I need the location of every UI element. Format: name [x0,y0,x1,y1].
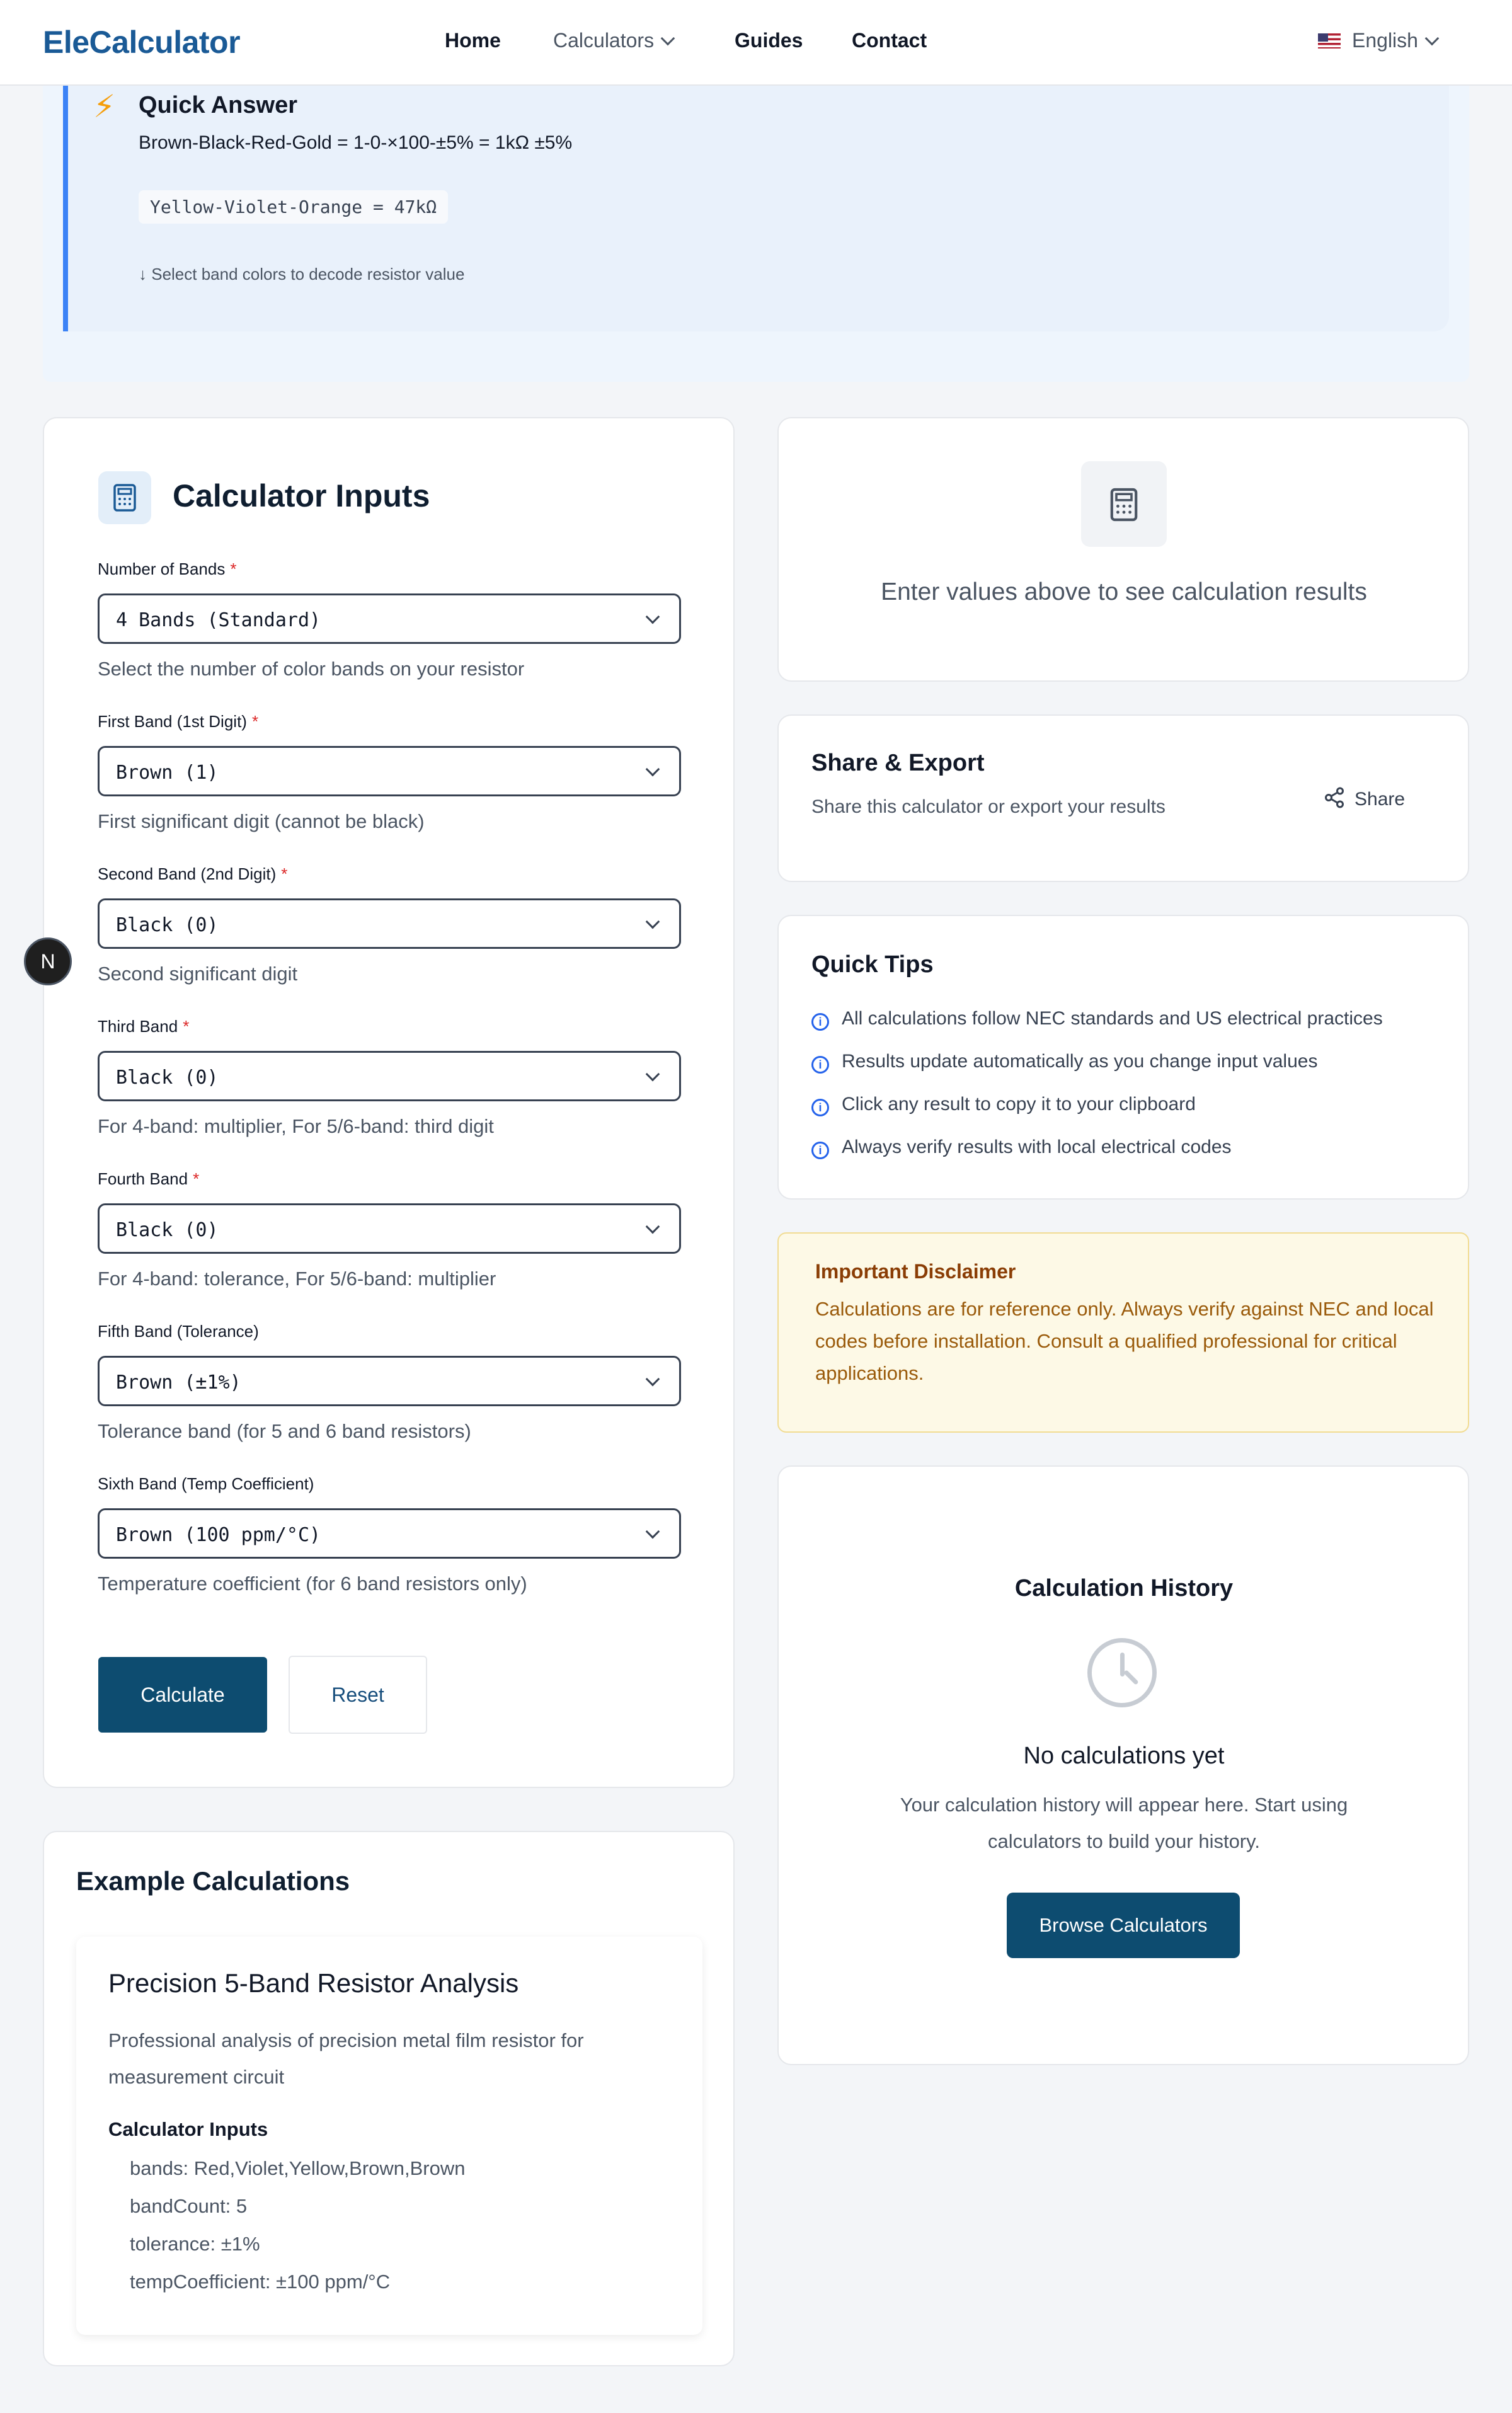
nav-guides[interactable]: Guides [735,29,803,52]
field-label-fourth-band: Fourth Band * [98,1169,200,1188]
calculator-icon [98,471,151,524]
select-number-of-bands[interactable] [98,593,681,644]
select-value: Black (0) [116,1067,219,1089]
share-button[interactable] [1323,782,1405,810]
history-empty-title: No calculations yet [1023,1743,1225,1769]
browse-calculators-button[interactable]: Browse Calculators [1007,1893,1240,1958]
language-label: English [1352,29,1418,52]
select-sixth-band[interactable] [98,1508,681,1559]
nav-calculators-label: Calculators [553,29,655,52]
info-icon: i [811,1056,829,1074]
tip-item: i Click any result to copy it to your clipboard [811,1094,1196,1115]
select-fourth-band[interactable] [98,1203,681,1254]
help-sixth-band: Temperature coefficient (for 6 band resistors only) [98,1573,527,1595]
examples-title: Example Calculations [76,1866,350,1896]
results-placeholder: Enter values above to see calculation results [881,578,1367,605]
help-third-band: For 4-band: multiplier, For 5/6-band: third digit [98,1115,494,1137]
disclaimer-body: Calculations are for reference only. Always verify against NEC and local codes before installation. Consult a qualified professional for critical applications. [815,1298,1434,1384]
info-icon: i [811,1013,829,1031]
site-logo[interactable]: EleCalculator [43,25,241,60]
example-inputs-title: Calculator Inputs [108,2118,268,2140]
clock-icon [1087,1638,1157,1707]
quick-tips-title: Quick Tips [811,951,934,978]
nav-calculators[interactable] [553,29,673,52]
select-third-band[interactable] [98,1051,681,1101]
chevron-down-icon [1425,32,1440,46]
chevron-down-icon [646,1525,660,1539]
calculator-icon [1081,461,1167,547]
chevron-down-icon [646,762,660,777]
select-value: Brown (100 ppm/°C) [116,1524,321,1546]
info-icon: i [811,1099,829,1116]
share-button-label: Share [1354,789,1406,810]
history-empty-description: Your calculation history will appear here. Start using calculators to build your history. [900,1794,1348,1852]
select-first-band[interactable] [98,746,681,796]
language-selector[interactable] [1318,29,1437,52]
field-label-third-band: Third Band * [98,1017,190,1036]
help-fifth-band: Tolerance band (for 5 and 6 band resistors) [98,1420,471,1442]
example-title: Precision 5-Band Resistor Analysis [108,1968,519,1998]
chevron-down-icon [646,915,660,929]
floating-n-badge[interactable]: N [24,937,72,985]
tip-item: i Results update automatically as you change input values [811,1051,1317,1072]
lightning-icon: ⚡ [93,89,116,124]
select-second-band[interactable] [98,898,681,949]
chevron-down-icon [646,1372,660,1387]
calculate-button[interactable]: Calculate [98,1657,267,1733]
field-label-sixth-band: Sixth Band (Temp Coefficient) [98,1474,314,1493]
select-fifth-band[interactable] [98,1356,681,1406]
tip-item: i Always verify results with local electrical codes [811,1137,1232,1158]
example-input-line: bandCount: 5 [130,2195,248,2217]
chevron-down-icon [646,610,660,624]
calculator-inputs-title: Calculator Inputs [173,478,430,513]
example-input-line: tempCoefficient: ±100 ppm/°C [130,2271,391,2293]
field-label-first-band: First Band (1st Digit) * [98,712,259,731]
field-label-fifth-band: Fifth Band (Tolerance) [98,1322,259,1341]
info-icon: i [811,1142,829,1159]
example-input-line: tolerance: ±1% [130,2233,260,2255]
quick-answer-title: Quick Answer [139,92,298,118]
chevron-down-icon [646,1220,660,1234]
example-input-line: bands: Red,Violet,Yellow,Brown,Brown [130,2157,466,2179]
site-header [0,0,1512,86]
tip-item: i All calculations follow NEC standards and US electrical practices [811,1008,1383,1029]
example-description: Professional analysis of precision metal film resistor for measurement circuit [108,2029,584,2088]
reset-button[interactable]: Reset [289,1656,427,1734]
select-value: 4 Bands (Standard) [116,609,321,631]
select-value: Brown (1) [116,762,219,784]
share-title: Share & Export [811,750,985,776]
share-icon [1323,786,1346,809]
select-value: Black (0) [116,914,219,936]
chevron-down-icon [661,32,675,46]
help-number-of-bands: Select the number of color bands on your resistor [98,658,525,680]
select-value: Brown (±1%) [116,1372,241,1394]
field-label-second-band: Second Band (2nd Digit) * [98,864,288,883]
disclaimer-title: Important Disclaimer [815,1260,1016,1283]
nav-contact[interactable]: Contact [852,29,927,52]
chevron-down-icon [646,1067,660,1082]
help-first-band: First significant digit (cannot be black) [98,810,425,832]
quick-answer-example: Yellow-Violet-Orange = 47kΩ [139,190,448,224]
quick-answer-hint: ↓ Select band colors to decode resistor value [139,265,465,284]
help-fourth-band: For 4-band: tolerance, For 5/6-band: multiplier [98,1268,496,1290]
select-value: Black (0) [116,1219,219,1241]
us-flag-icon [1318,33,1341,49]
share-subtitle: Share this calculator or export your results [811,796,1166,817]
quick-answer-formula: Brown-Black-Red-Gold = 1-0-×100-±5% = 1kΩ ±5% [139,132,573,153]
nav-home[interactable]: Home [445,29,501,52]
help-second-band: Second significant digit [98,963,298,985]
history-title: Calculation History [1014,1575,1234,1602]
results-card [777,417,1469,682]
field-label-number-of-bands: Number of Bands * [98,559,237,578]
